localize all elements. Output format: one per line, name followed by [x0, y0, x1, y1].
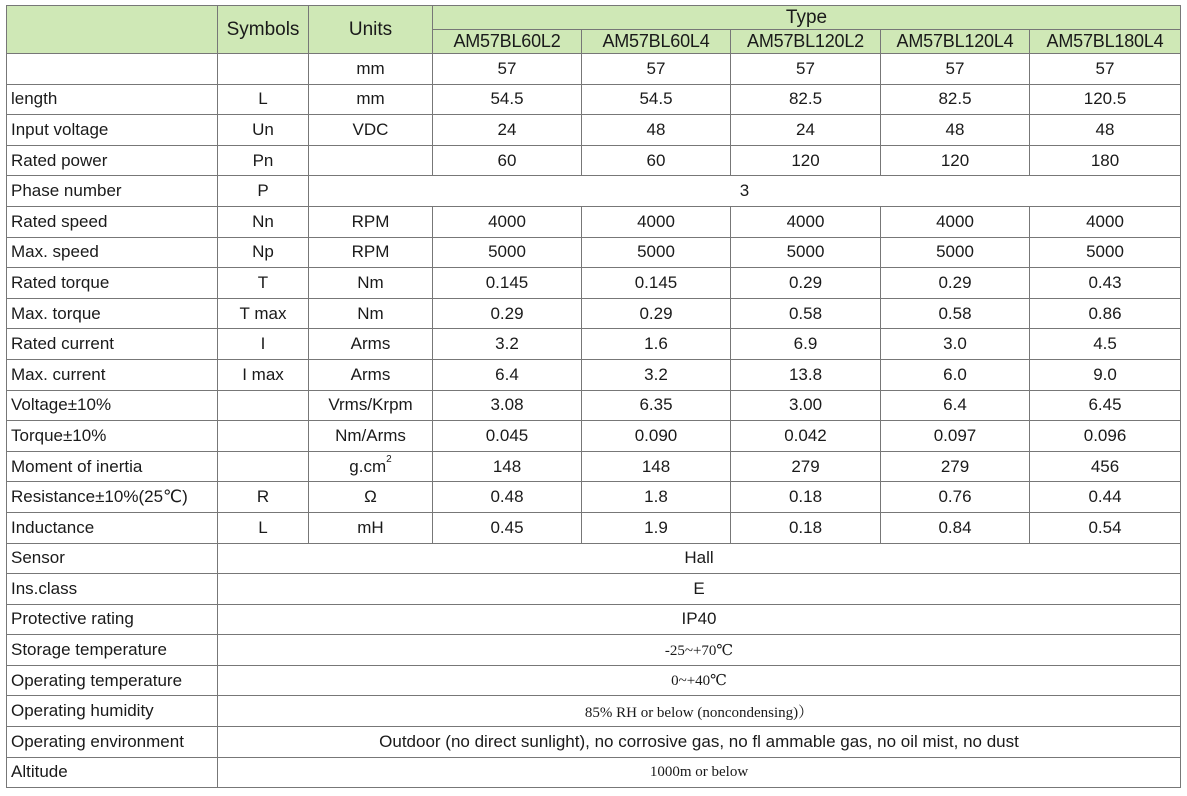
spec-row — [7, 512, 1181, 543]
symbol-cell: Pn — [218, 145, 309, 176]
unit-cell — [309, 145, 433, 176]
unit-cell — [309, 512, 433, 543]
unit-superscript: 2 — [386, 453, 392, 465]
value-cell: 0.097 — [881, 421, 1030, 452]
spec-row — [7, 543, 1181, 574]
symbol-cell: P — [218, 176, 309, 207]
value-cell: 0.29 — [731, 268, 881, 299]
value-cell: 0.096 — [1030, 421, 1181, 452]
header-units: Units — [309, 6, 433, 54]
value-cell: 148 — [582, 451, 731, 482]
value-cell: 0.29 — [433, 298, 582, 329]
unit-cell — [309, 359, 433, 390]
unit-text: RPM — [351, 211, 390, 231]
value-cell: 0.29 — [881, 268, 1030, 299]
value-cell: 24 — [433, 115, 582, 146]
symbol-cell: L — [218, 512, 309, 543]
parameter-label: Rated current — [7, 329, 218, 360]
value-cell: 0.042 — [731, 421, 881, 452]
value-cell: 456 — [1030, 451, 1181, 482]
header-parameter-cell — [7, 6, 218, 54]
parameter-label: Operating environment — [7, 727, 218, 758]
parameter-label: Operating humidity — [7, 696, 218, 727]
spec-row — [7, 84, 1181, 115]
value-cell: 0.18 — [731, 512, 881, 543]
merged-value-cell: 3 — [309, 176, 1181, 207]
value-cell: 82.5 — [881, 84, 1030, 115]
spec-row — [7, 757, 1181, 788]
spec-row — [7, 206, 1181, 237]
header-model: AM57BL120L4 — [881, 30, 1030, 54]
value-cell: 180 — [1030, 145, 1181, 176]
merged-value-cell: E — [218, 574, 1181, 605]
header-model: AM57BL60L4 — [582, 30, 731, 54]
unit-text: Nm — [357, 272, 384, 292]
value-cell: 279 — [881, 451, 1030, 482]
value-cell: 6.4 — [881, 390, 1030, 421]
value-cell: 60 — [433, 145, 582, 176]
parameter-label: Torque±10% — [7, 421, 218, 452]
value-cell: 0.145 — [582, 268, 731, 299]
value-cell: 0.58 — [881, 298, 1030, 329]
value-cell: 6.35 — [582, 390, 731, 421]
header-model: AM57BL180L4 — [1030, 30, 1181, 54]
value-cell: 3.08 — [433, 390, 582, 421]
value-cell: 120.5 — [1030, 84, 1181, 115]
unit-text: Arms — [350, 364, 391, 384]
spec-row — [7, 421, 1181, 452]
spec-row — [7, 298, 1181, 329]
spec-row — [7, 635, 1181, 666]
parameter-label: Phase number — [7, 176, 218, 207]
spec-row — [7, 359, 1181, 390]
merged-value-cell: -25~+70℃ — [218, 635, 1181, 666]
unit-text: VDC — [352, 119, 389, 139]
unit-cell — [309, 298, 433, 329]
symbol-cell: I max — [218, 359, 309, 390]
symbol-cell: Nn — [218, 206, 309, 237]
value-cell: 6.4 — [433, 359, 582, 390]
symbol-cell — [218, 421, 309, 452]
value-cell: 0.76 — [881, 482, 1030, 513]
value-cell: 0.18 — [731, 482, 881, 513]
unit-cell — [309, 390, 433, 421]
spec-row — [7, 390, 1181, 421]
unit-cell — [309, 237, 433, 268]
value-cell: 5000 — [1030, 237, 1181, 268]
header-model: AM57BL120L2 — [731, 30, 881, 54]
symbol-cell: T max — [218, 298, 309, 329]
value-cell: 0.44 — [1030, 482, 1181, 513]
value-cell: 4000 — [881, 206, 1030, 237]
parameter-label: Moment of inertia — [7, 451, 218, 482]
symbol-cell: I — [218, 329, 309, 360]
parameter-label: Max. speed — [7, 237, 218, 268]
symbol-cell: Un — [218, 115, 309, 146]
value-cell: 60 — [582, 145, 731, 176]
value-cell: 6.0 — [881, 359, 1030, 390]
unit-cell — [309, 206, 433, 237]
unit-cell — [309, 329, 433, 360]
value-cell: 54.5 — [433, 84, 582, 115]
value-cell: 0.54 — [1030, 512, 1181, 543]
value-cell: 57 — [1030, 54, 1181, 85]
value-cell: 57 — [582, 54, 731, 85]
header-symbols: Symbols — [218, 6, 309, 54]
unit-text: mm — [356, 58, 385, 78]
parameter-label: Max. torque — [7, 298, 218, 329]
value-cell: 1.9 — [582, 512, 731, 543]
value-cell: 0.45 — [433, 512, 582, 543]
value-cell: 6.45 — [1030, 390, 1181, 421]
parameter-label: Inductance — [7, 512, 218, 543]
value-cell: 148 — [433, 451, 582, 482]
unit-cell — [309, 451, 433, 482]
merged-value-cell: Hall — [218, 543, 1181, 574]
value-cell: 3.00 — [731, 390, 881, 421]
spec-row — [7, 115, 1181, 146]
spec-row — [7, 482, 1181, 513]
value-cell: 9.0 — [1030, 359, 1181, 390]
value-cell: 0.045 — [433, 421, 582, 452]
parameter-label: Input voltage — [7, 115, 218, 146]
value-cell: 57 — [433, 54, 582, 85]
symbol-cell — [218, 54, 309, 85]
merged-value-cell: Outdoor (no direct sunlight), no corrosive gas, no fl ammable gas, no oil mist, no dust — [218, 727, 1181, 758]
unit-text: RPM — [351, 242, 390, 262]
merged-value-cell: 1000m or below — [218, 757, 1181, 788]
parameter-label: Altitude — [7, 757, 218, 788]
unit-text: Nm/Arms — [335, 425, 406, 445]
symbol-cell — [218, 390, 309, 421]
parameter-label: Max. current — [7, 359, 218, 390]
value-cell: 0.84 — [881, 512, 1030, 543]
unit-cell — [309, 268, 433, 299]
parameter-label: Rated torque — [7, 268, 218, 299]
unit-cell — [309, 421, 433, 452]
symbol-cell — [218, 451, 309, 482]
value-cell: 120 — [731, 145, 881, 176]
value-cell: 3.2 — [582, 359, 731, 390]
value-cell: 0.145 — [433, 268, 582, 299]
spec-row — [7, 604, 1181, 635]
spec-row — [7, 145, 1181, 176]
value-cell: 5000 — [433, 237, 582, 268]
value-cell: 279 — [731, 451, 881, 482]
value-cell: 1.8 — [582, 482, 731, 513]
parameter-label: Resistance±10%(25℃) — [7, 482, 218, 513]
symbol-cell: R — [218, 482, 309, 513]
value-cell: 24 — [731, 115, 881, 146]
value-cell: 0.48 — [433, 482, 582, 513]
parameter-label: Rated speed — [7, 206, 218, 237]
value-cell: 82.5 — [731, 84, 881, 115]
value-cell: 54.5 — [582, 84, 731, 115]
parameter-label: Sensor — [7, 543, 218, 574]
parameter-label: Protective rating — [7, 604, 218, 635]
value-cell: 57 — [881, 54, 1030, 85]
spec-table-body — [7, 54, 1181, 788]
header-type: Type — [433, 6, 1181, 30]
value-cell: 120 — [881, 145, 1030, 176]
merged-value-cell: 0~+40℃ — [218, 665, 1181, 696]
spec-row — [7, 665, 1181, 696]
unit-cell — [309, 115, 433, 146]
symbol-cell: L — [218, 84, 309, 115]
spec-row — [7, 696, 1181, 727]
value-cell: 0.86 — [1030, 298, 1181, 329]
parameter-label — [7, 54, 218, 85]
spec-row — [7, 451, 1181, 482]
value-cell: 4000 — [1030, 206, 1181, 237]
value-cell: 3.0 — [881, 329, 1030, 360]
spec-row — [7, 237, 1181, 268]
parameter-label: length — [7, 84, 218, 115]
unit-text: Arms — [350, 334, 391, 354]
value-cell: 48 — [881, 115, 1030, 146]
merged-value-cell: IP40 — [218, 604, 1181, 635]
value-cell: 6.9 — [731, 329, 881, 360]
unit-cell — [309, 482, 433, 513]
value-cell: 57 — [731, 54, 881, 85]
symbol-cell: T — [218, 268, 309, 299]
value-cell: 0.58 — [731, 298, 881, 329]
unit-text: Vrms/Krpm — [328, 395, 413, 415]
unit-text: Nm — [357, 303, 384, 323]
value-cell: 48 — [582, 115, 731, 146]
value-cell: 4000 — [433, 206, 582, 237]
parameter-label: Voltage±10% — [7, 390, 218, 421]
value-cell: 13.8 — [731, 359, 881, 390]
value-cell: 48 — [1030, 115, 1181, 146]
value-cell: 4000 — [582, 206, 731, 237]
spec-row — [7, 268, 1181, 299]
value-cell: 3.2 — [433, 329, 582, 360]
unit-cell — [309, 84, 433, 115]
value-cell: 0.29 — [582, 298, 731, 329]
spec-row — [7, 329, 1181, 360]
unit-text: mH — [357, 517, 384, 537]
value-cell: 5000 — [731, 237, 881, 268]
value-cell: 0.090 — [582, 421, 731, 452]
parameter-label: Storage temperature — [7, 635, 218, 666]
parameter-label: Rated power — [7, 145, 218, 176]
spec-row — [7, 54, 1181, 85]
value-cell: 4.5 — [1030, 329, 1181, 360]
unit-text: Ω — [364, 487, 377, 507]
value-cell: 1.6 — [582, 329, 731, 360]
value-cell: 5000 — [582, 237, 731, 268]
unit-cell — [309, 54, 433, 85]
header-model: AM57BL60L2 — [433, 30, 582, 54]
spec-row — [7, 176, 1181, 207]
unit-text: mm — [356, 89, 385, 109]
value-cell: 0.43 — [1030, 268, 1181, 299]
spec-row — [7, 727, 1181, 758]
parameter-label: Operating temperature — [7, 665, 218, 696]
value-cell: 4000 — [731, 206, 881, 237]
unit-text: g.cm — [349, 456, 387, 476]
parameter-label: Ins.class — [7, 574, 218, 605]
symbol-cell: Np — [218, 237, 309, 268]
value-cell: 5000 — [881, 237, 1030, 268]
spec-row — [7, 574, 1181, 605]
motor-spec-table — [6, 5, 1181, 788]
merged-value-cell: 85% RH or below (noncondensing)） — [218, 696, 1181, 727]
